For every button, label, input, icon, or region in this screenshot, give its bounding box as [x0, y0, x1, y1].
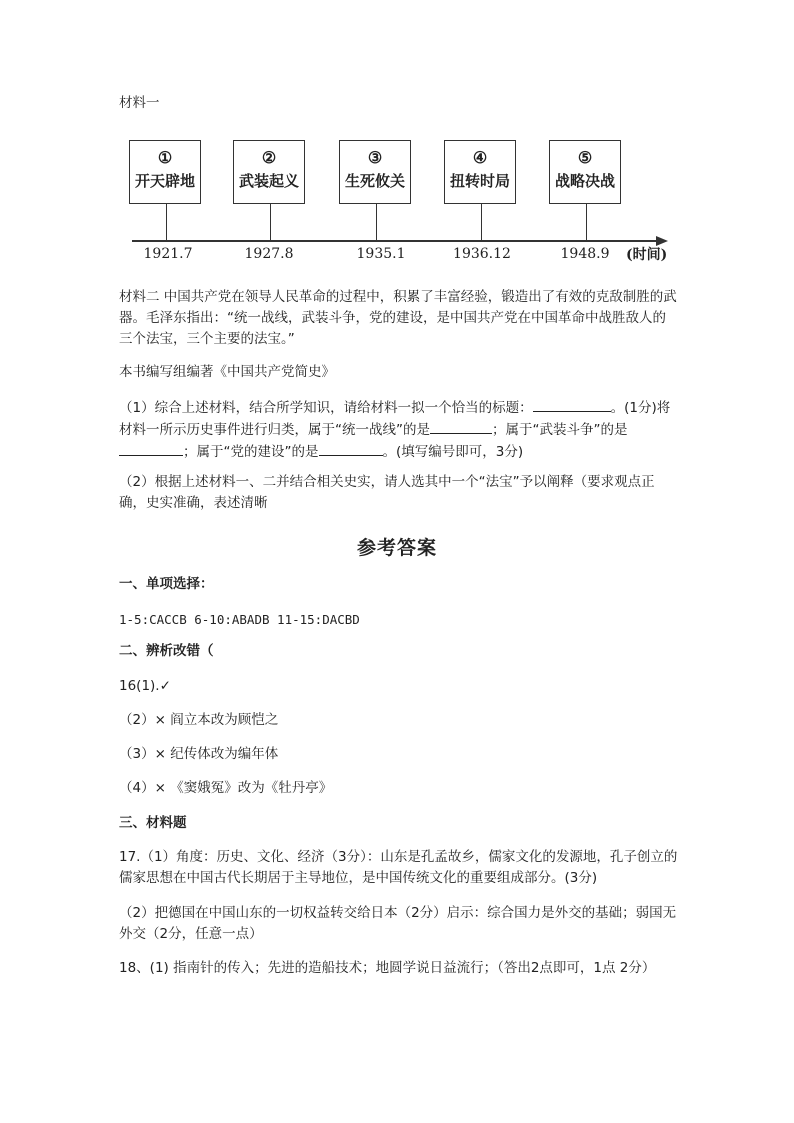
q1-part-c: ；属于“武装斗争”的是 — [492, 422, 628, 438]
event-label: 战略决战 — [554, 172, 615, 190]
timeline-date: 1935.1 — [356, 246, 406, 262]
q1-part-b: 。(1分)将材料一所示历史事件进行归类，属于“统一战线”的是 — [119, 400, 671, 438]
material2-source: 本书编写组编著《中国共产党简史》 — [119, 364, 335, 380]
section-3-heading: 三、材料题 — [119, 815, 187, 831]
timeline-date: 1936.12 — [453, 246, 511, 262]
answer-18-1: 18、(1) 指南针的传入；先进的造船技术；地圆学说日益流行；（答出2点即可，1点 2分） — [119, 960, 656, 976]
answer-title: 参考答案 — [356, 537, 437, 559]
timeline-event-5 — [549, 140, 621, 204]
event-label: 武装起义 — [238, 172, 299, 190]
timeline-date: 1948.9 — [560, 246, 610, 262]
q1-part-e: 。(填写编号即可，3分) — [382, 444, 524, 460]
event-number: ④ — [472, 148, 488, 167]
answer-17-2: （2）把德国在中国山东的一切权益转交给日本（2分）启示：综合国力是外交的基础；弱国无外交（2分，任意一点） — [119, 905, 677, 942]
timeline-axis-unit: (时间) — [626, 247, 668, 263]
question-1 — [119, 397, 679, 463]
section-1-heading: 一、单项选择： — [119, 576, 214, 592]
event-number: ⑤ — [577, 148, 593, 167]
timeline-stem — [376, 204, 377, 240]
question-2: （2）根据上述材料一、二并结合相关史实，请人选其中一个“法宝”予以阐释（要求观点正确，史实准确，表述清晰 — [119, 474, 655, 511]
answer-blank[interactable] — [319, 441, 383, 456]
answer-blank[interactable] — [533, 397, 611, 412]
event-label: 生死攸关 — [344, 172, 405, 190]
material1-label: 材料一 — [119, 95, 160, 111]
event-number: ③ — [367, 148, 383, 167]
timeline-stem — [166, 204, 167, 240]
timeline-event-2 — [233, 140, 305, 204]
event-number: ① — [157, 148, 173, 167]
timeline-date: 1927.8 — [244, 246, 294, 262]
section-2-heading: 二、辨析改错（ — [119, 643, 214, 659]
event-label: 扭转时局 — [449, 172, 510, 190]
section-2-item: 16(1).✓ — [119, 678, 171, 694]
material2-text: 材料二 中国共产党在领导人民革命的过程中，积累了丰富经验，锻造出了有效的克敌制胜的武器。毛泽东指出：“统一战线，武装斗争，党的建设，是中国共产党在中国革命中战胜敌人的三个法宝，三个主要的法宝。” — [119, 289, 677, 347]
timeline-axis — [132, 240, 660, 242]
timeline-event-3 — [339, 140, 411, 204]
timeline-stem — [270, 204, 271, 240]
timeline-event-4 — [444, 140, 516, 204]
answer-blank[interactable] — [119, 441, 183, 456]
event-number: ② — [261, 148, 277, 167]
timeline-date: 1921.7 — [143, 246, 193, 262]
timeline-stem — [481, 204, 482, 240]
section-1-answers: 1-5:CACCB 6-10:ABADB 11-15:DACBD — [119, 612, 360, 627]
section-2-item: （4）× 《窦娥冤》改为《牡丹亭》 — [119, 780, 333, 796]
q1-part-d: ；属于“党的建设”的是 — [183, 444, 319, 460]
answer-blank[interactable] — [430, 419, 492, 434]
q1-part-a: （1）综合上述材料，结合所学知识，请给材料一拟一个恰当的标题： — [119, 400, 533, 416]
event-label: 开天辟地 — [134, 172, 195, 190]
answer-17-1: 17.（1）角度：历史、文化、经济（3分）：山东是孔孟故乡，儒家文化的发源地，孔子创立的儒家思想在中国古代长期居于主导地位，是中国传统文化的重要组成部分。(3分) — [119, 849, 678, 886]
timeline-stem — [586, 204, 587, 240]
section-2-item: （3）× 纪传体改为编年体 — [119, 746, 279, 762]
timeline-event-1 — [129, 140, 201, 204]
section-2-item: （2）× 阎立本改为顾恺之 — [119, 712, 279, 728]
